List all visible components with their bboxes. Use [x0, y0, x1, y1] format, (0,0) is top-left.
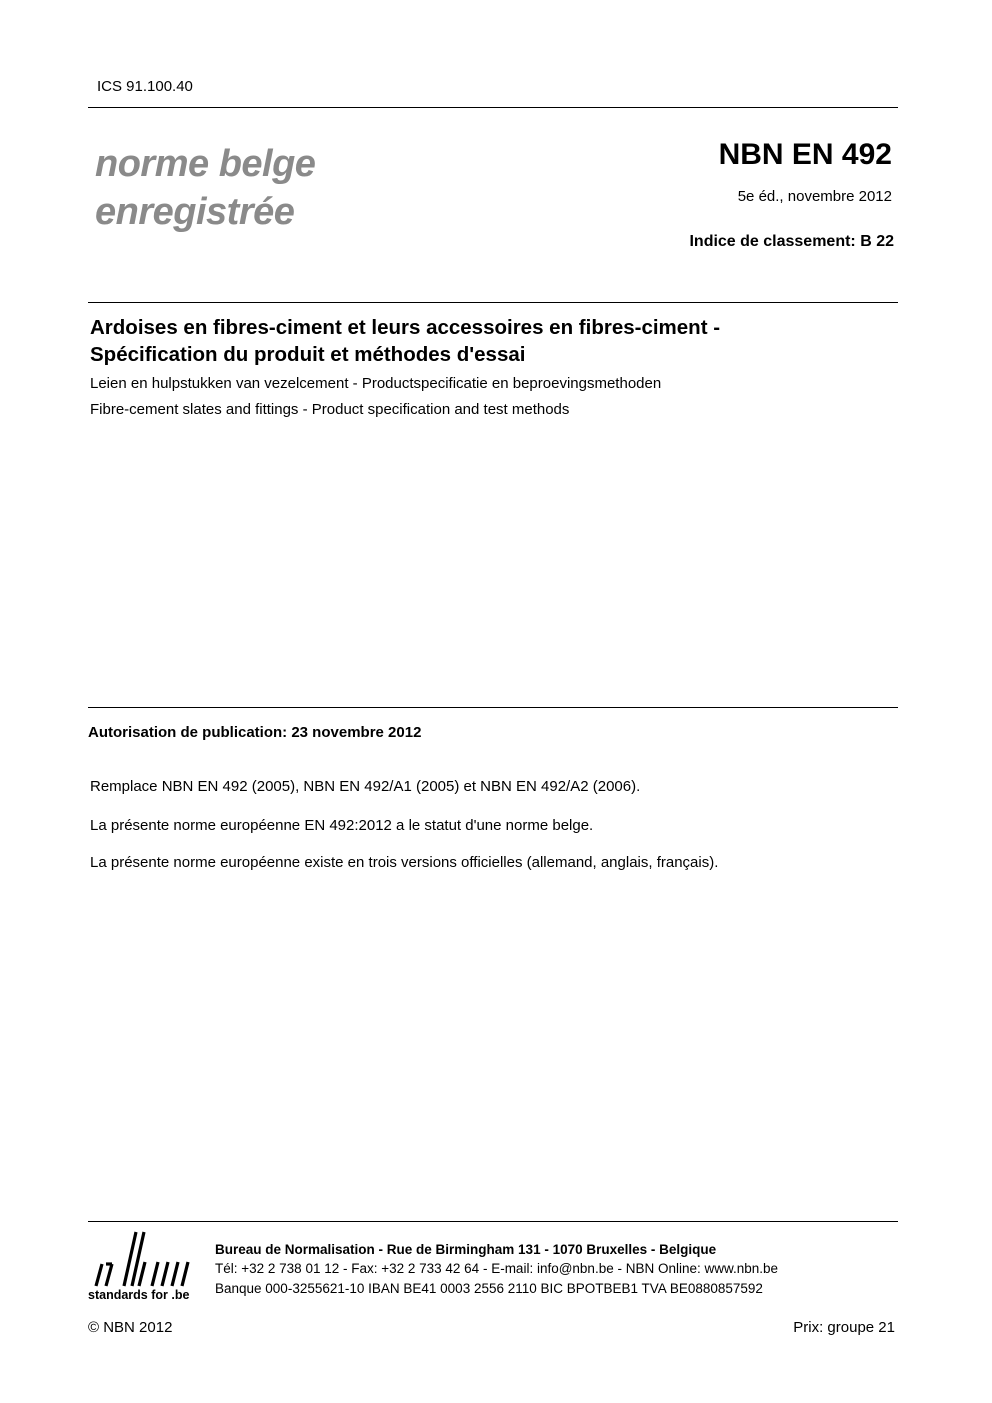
price-group: Prix: groupe 21 — [793, 1319, 895, 1336]
title-french-line-2: Spécification du produit et méthodes d'essai — [90, 343, 526, 366]
title-french — [90, 314, 890, 368]
title-divider — [88, 302, 898, 303]
edition-date: 5e éd., novembre 2012 — [737, 188, 892, 205]
logo-tagline: standards for .be — [88, 1288, 190, 1302]
norme-belge-heading — [95, 140, 315, 236]
bureau-address: Bureau de Normalisation - Rue de Birmingham 131 - 1070 Bruxelles - Belgique — [215, 1242, 717, 1257]
publication-authorization: Autorisation de publication: 23 novembre 2012 — [88, 724, 422, 741]
ics-code: ICS 91.100.40 — [97, 78, 193, 95]
replaces-statement: Remplace NBN EN 492 (2005), NBN EN 492/A1 (2005) et NBN EN 492/A2 (2006). — [90, 778, 641, 795]
bank-info: Banque 000-3255621-10 IBAN BE41 0003 2556 2110 BIC BPOTBEB1 TVA BE0880857592 — [215, 1281, 763, 1296]
contact-info: Tél: +32 2 738 01 12 - Fax: +32 2 733 42 64 - E-mail: info@nbn.be - NBN Online: www.nbn.be — [215, 1261, 779, 1276]
title-french-line-1: Ardoises en fibres-ciment et leurs accessoires en fibres-ciment - — [90, 316, 721, 339]
footer-divider — [88, 1221, 898, 1222]
title-dutch: Leien en hulpstukken van vezelcement - Productspecificatie en beproevingsmethoden — [90, 375, 662, 392]
header-divider — [88, 107, 898, 108]
norme-line-1: norme belge — [95, 143, 316, 185]
publication-divider — [88, 707, 898, 708]
standard-reference: NBN EN 492 — [718, 138, 892, 171]
norme-line-2: enregistrée — [95, 191, 295, 233]
title-english: Fibre-cement slates and fittings - Product specification and test methods — [90, 401, 570, 418]
versions-statement: La présente norme européenne existe en trois versions officielles (allemand, anglais, français). — [90, 854, 719, 871]
status-statement: La présente norme européenne EN 492:2012 a le statut d'une norme belge. — [90, 817, 594, 834]
classification-index: Indice de classement: B 22 — [689, 233, 894, 250]
copyright: © NBN 2012 — [88, 1319, 173, 1336]
